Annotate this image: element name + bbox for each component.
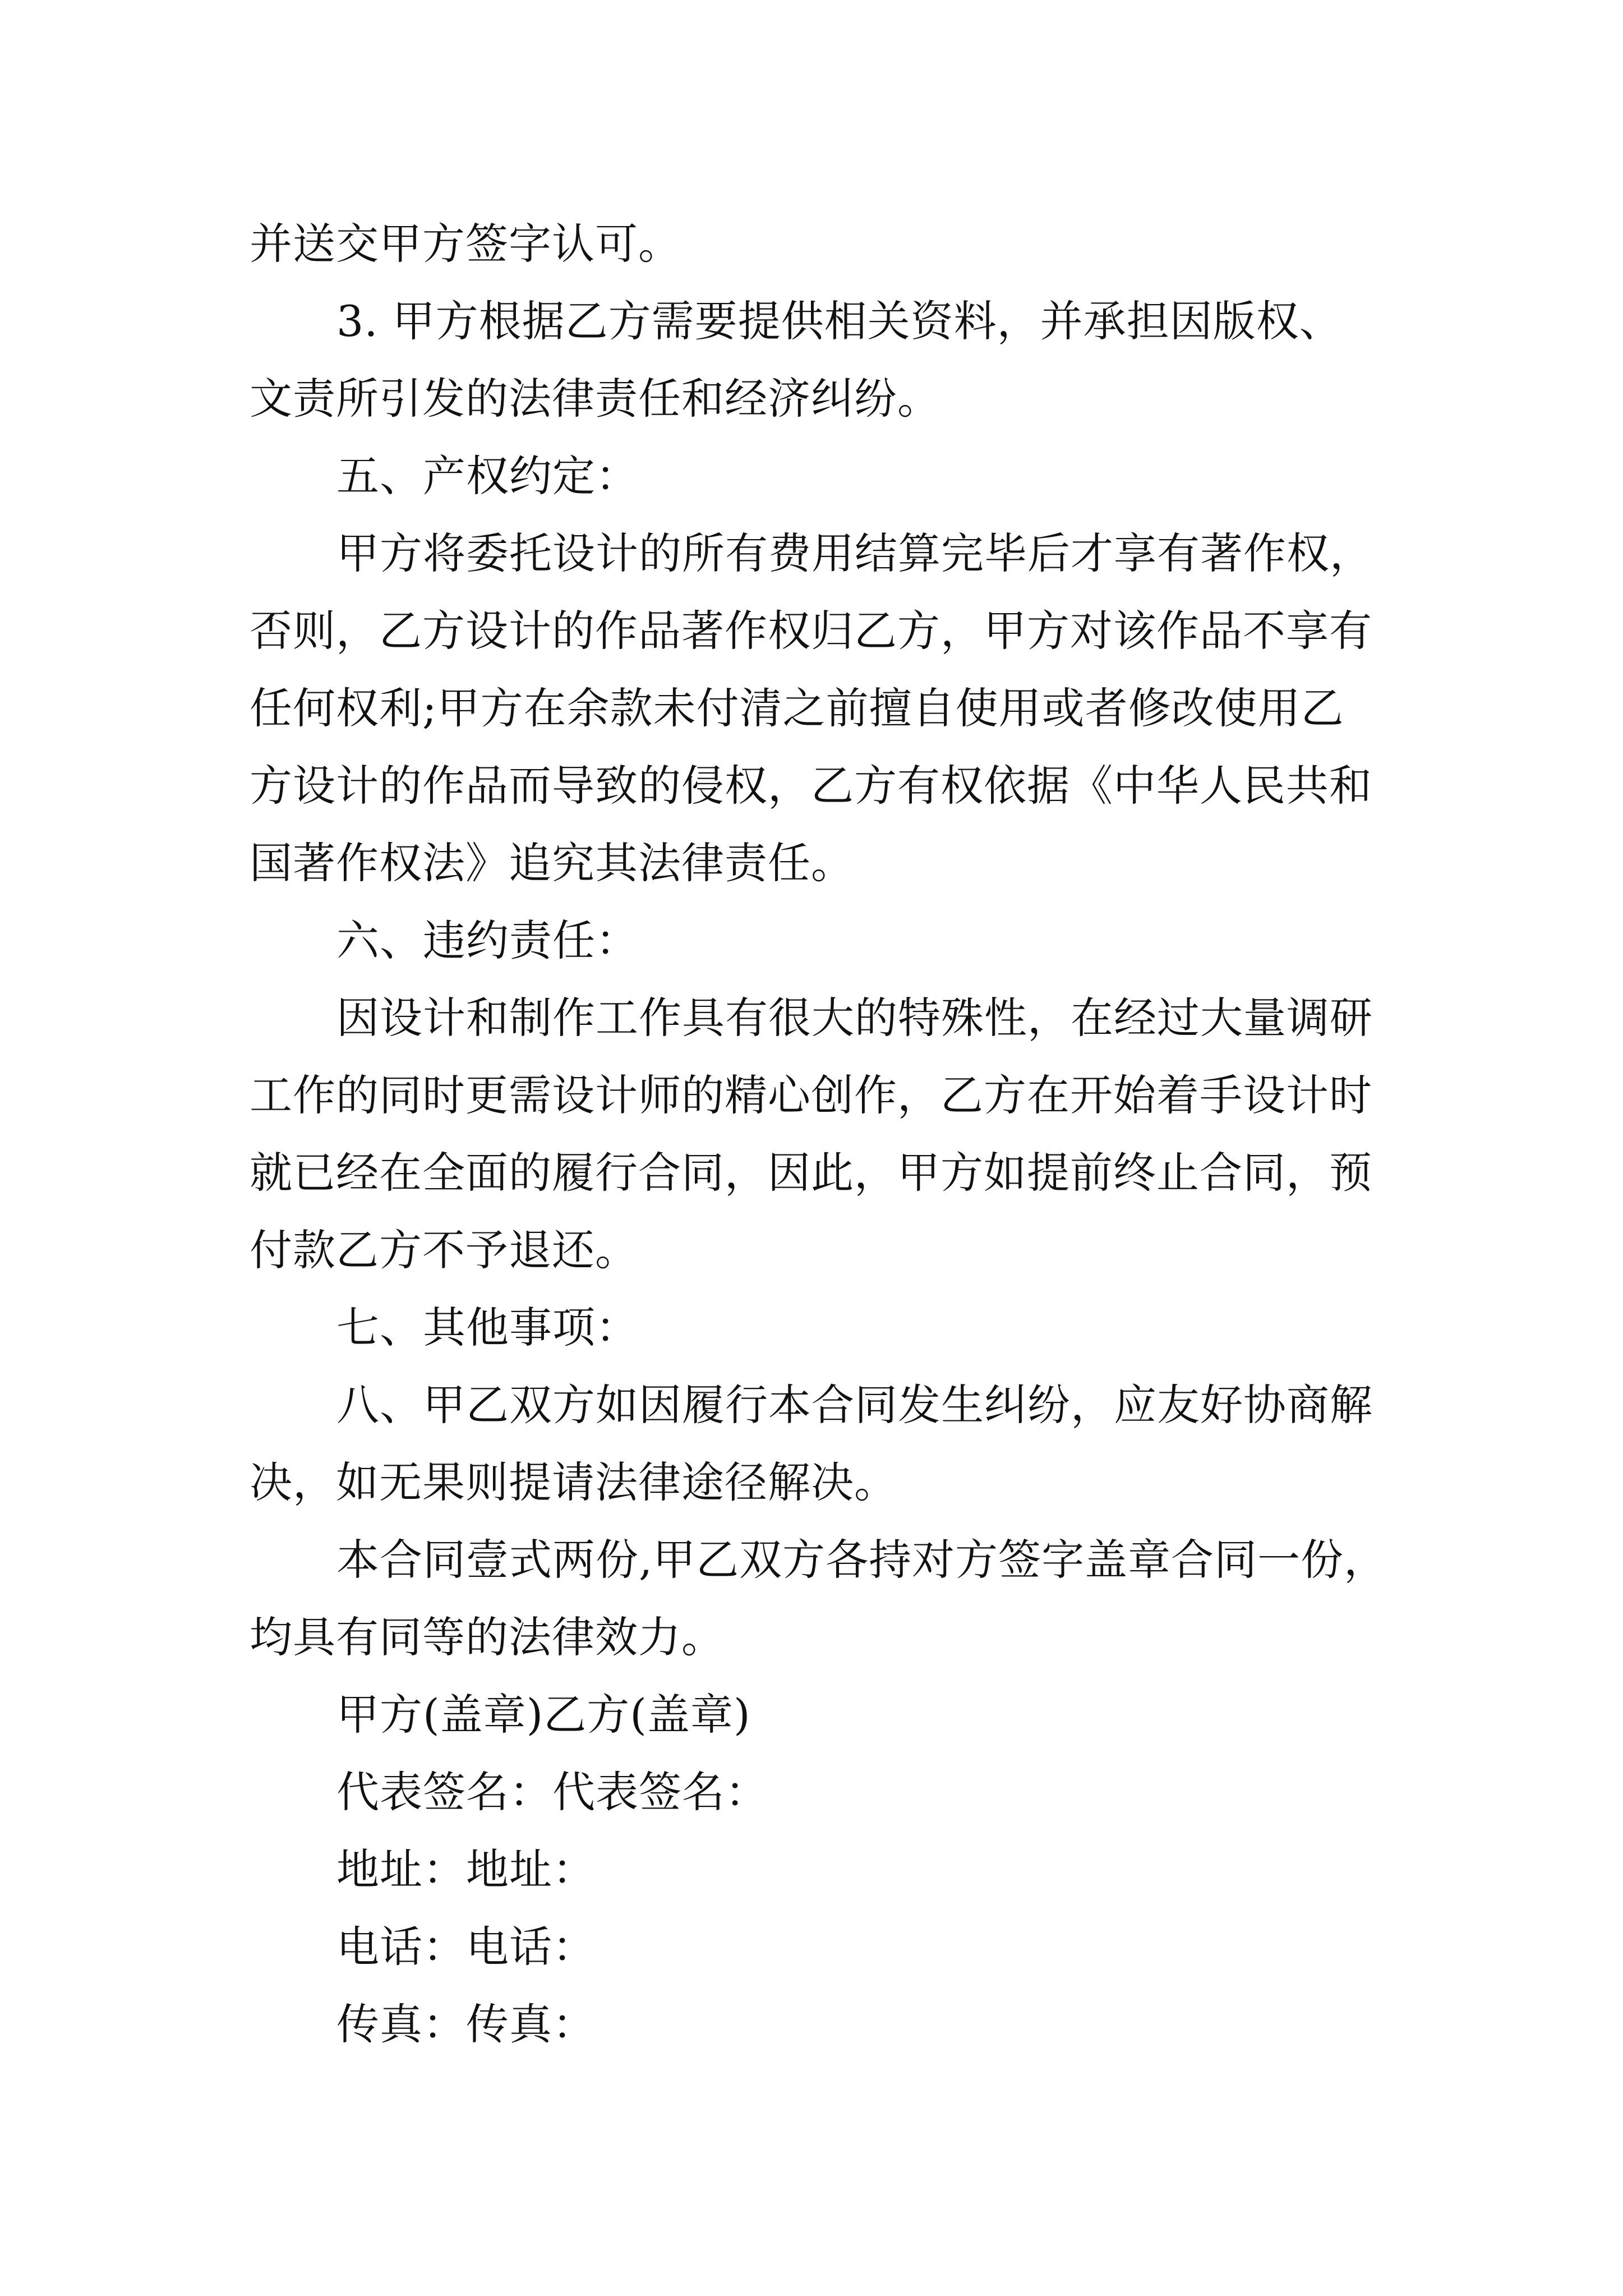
section-heading: 七、其他事项： (336, 1303, 639, 1352)
text-line: 因设计和制作工作具有很大的特殊性，在经过大量调研 (336, 993, 1373, 1043)
signature-representative-line: 代表签名：代表签名： (336, 1767, 768, 1817)
text-line: 方设计的作品而导致的侵权，乙方有权依据《中华人民共和 (250, 761, 1372, 811)
text-line: 甲方将委托设计的所有费用结算完毕后才享有著作权， (336, 528, 1373, 578)
text-line: 本合同壹式两份,甲乙双方各持对方签字盖章合同一份， (336, 1535, 1387, 1585)
text-line: 就已经在全面的履行合同，因此，甲方如提前终止合同，预 (250, 1148, 1372, 1198)
text-line: 八、甲乙双方如因履行本合同发生纠纷，应友好协商解 (336, 1380, 1373, 1430)
text-line: 工作的同时更需设计师的精心创作，乙方在开始着手设计时 (250, 1070, 1372, 1120)
text-line: 决，如无果则提请法律途径解决。 (250, 1457, 897, 1507)
text-line: 3. 甲方根据乙方需要提供相关资料，并承担因版权、 (336, 296, 1343, 346)
section-heading: 五、产权约定： (336, 451, 639, 501)
text-line: 付款乙方不予退还。 (250, 1225, 638, 1275)
signature-phone-line: 电话：电话： (336, 1922, 596, 1972)
text-line: 国著作权法》追究其法律责任。 (250, 838, 854, 888)
section-heading: 六、违约责任： (336, 915, 639, 965)
signature-seal-line: 甲方(盖章)乙方(盖章) (336, 1690, 751, 1740)
signature-fax-line: 传真：传真： (336, 1999, 596, 2049)
signature-address-line: 地址：地址： (336, 1844, 596, 1894)
text-line: 任何权利;甲方在余款未付清之前擅自使用或者修改使用乙 (250, 683, 1344, 733)
text-line: 文责所引发的法律责任和经济纠纷。 (250, 374, 940, 424)
text-line: 均具有同等的法律效力。 (250, 1612, 725, 1662)
text-line: 否则，乙方设计的作品著作权归乙方，甲方对该作品不享有 (250, 606, 1372, 656)
text-line: 并送交甲方签字认可。 (250, 219, 681, 269)
